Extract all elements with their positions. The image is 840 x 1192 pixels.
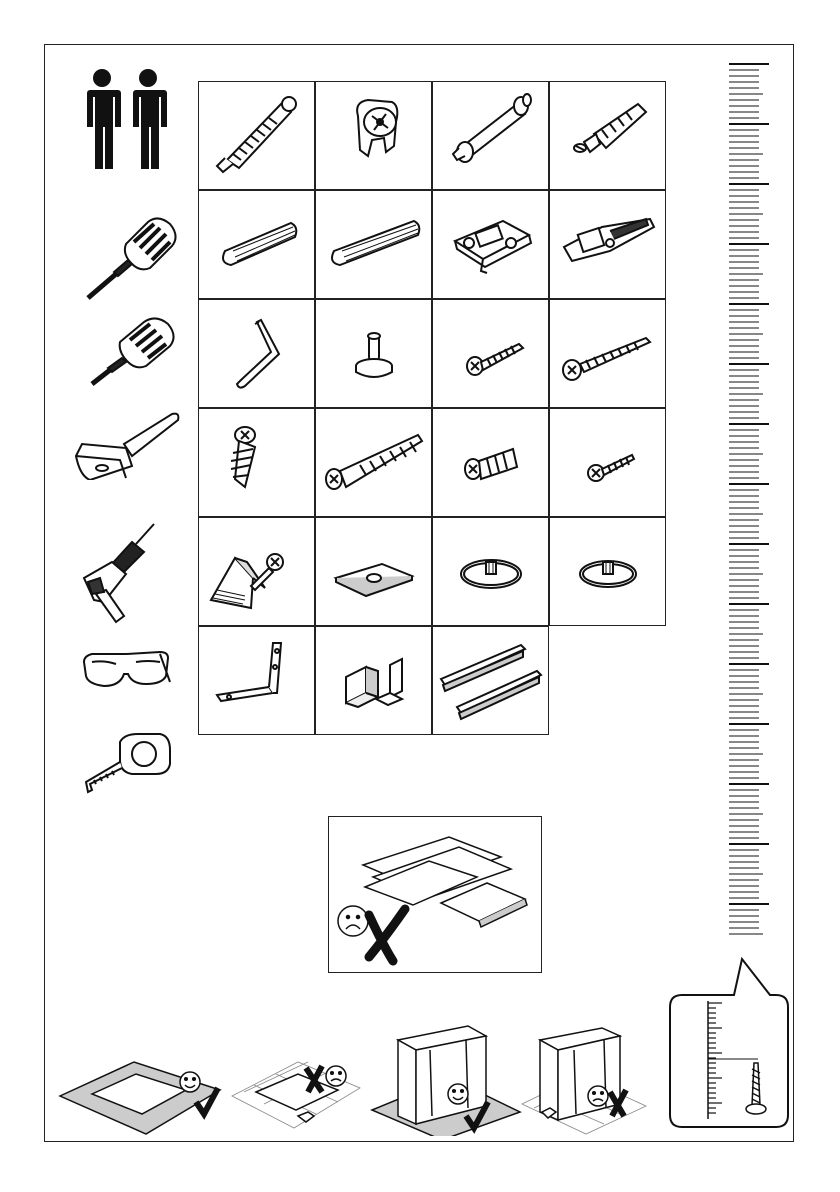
hardware-cell-dowel-short	[198, 190, 315, 299]
hardware-cell-soft-close-hinge	[549, 190, 666, 299]
hinge-plate-icon	[433, 191, 550, 300]
hardware-cell-cam-lock	[315, 81, 432, 190]
ring-connector-a-icon	[433, 518, 550, 627]
hardware-cell-dowel-long	[315, 190, 432, 299]
wooden-connector-icon	[433, 82, 550, 191]
hardware-cell-ring-connector-b	[549, 517, 666, 626]
hardware-cell-allen-key	[198, 299, 315, 408]
hammer-icon	[72, 408, 184, 480]
cam-lock-icon	[316, 82, 433, 191]
hardware-cell-shelf-support-plate	[315, 517, 432, 626]
screw-short-icon	[433, 300, 550, 409]
corner-bracket-icon	[316, 627, 433, 736]
glide-foot-icon	[316, 300, 433, 409]
euro-screw-icon	[199, 409, 316, 518]
drawer-runners-icon	[433, 627, 550, 736]
allen-key-icon	[199, 300, 316, 409]
hardware-cell-screw-long	[549, 299, 666, 408]
screw-measure-callout	[668, 955, 790, 1131]
hardware-cell-cam-bolt	[198, 81, 315, 190]
panel-on-floor-wrong	[228, 1048, 364, 1136]
ring-connector-b-icon	[550, 518, 667, 627]
hardware-cell-wall-plug	[549, 81, 666, 190]
soft-close-hinge-icon	[550, 191, 667, 300]
carcass-on-mat-correct	[370, 1020, 522, 1136]
confirmat-screw-icon	[316, 409, 433, 518]
hardware-cell-screw-small	[549, 408, 666, 517]
two-person-icon	[78, 68, 174, 172]
safety-glasses-icon	[80, 648, 172, 690]
dowel-long-icon	[316, 191, 433, 300]
hardware-cell-glide-foot	[315, 299, 432, 408]
hardware-cell-system-screw	[432, 408, 549, 517]
hardware-cell-euro-screw	[198, 408, 315, 517]
system-screw-icon	[433, 409, 550, 518]
carcass-on-floor-wrong	[520, 1024, 648, 1136]
stacked-panels-illustration	[329, 817, 541, 972]
dowel-short-icon	[199, 191, 316, 300]
hardware-cell-wooden-connector	[432, 81, 549, 190]
hardware-cell-corner-block	[198, 517, 315, 626]
flat-screwdriver-icon	[78, 214, 182, 300]
wall-plug-icon	[550, 82, 667, 191]
scale-ruler	[725, 60, 773, 940]
phillips-screwdriver-icon	[78, 316, 182, 388]
warning-panels-on-floor	[328, 816, 542, 973]
hardware-cell-drawer-runners	[432, 626, 549, 735]
wrong-cross-icon	[369, 909, 405, 961]
power-drill-icon	[74, 522, 158, 628]
hardware-cell-confirmat-screw	[315, 408, 432, 517]
hardware-cell-l-bracket	[198, 626, 315, 735]
hardware-cell-ring-connector-a	[432, 517, 549, 626]
shelf-support-plate-icon	[316, 518, 433, 627]
screw-long-icon	[550, 300, 667, 409]
hardware-cell-screw-short	[432, 299, 549, 408]
hardware-cell-hinge-plate	[432, 190, 549, 299]
l-bracket-icon	[199, 627, 316, 736]
screw-small-icon	[550, 409, 667, 518]
tape-measure-icon	[80, 732, 172, 800]
panel-on-mat-correct	[56, 1044, 224, 1140]
corner-block-icon	[199, 518, 316, 627]
cam-bolt-icon	[199, 82, 316, 191]
hardware-cell-corner-bracket	[315, 626, 432, 735]
